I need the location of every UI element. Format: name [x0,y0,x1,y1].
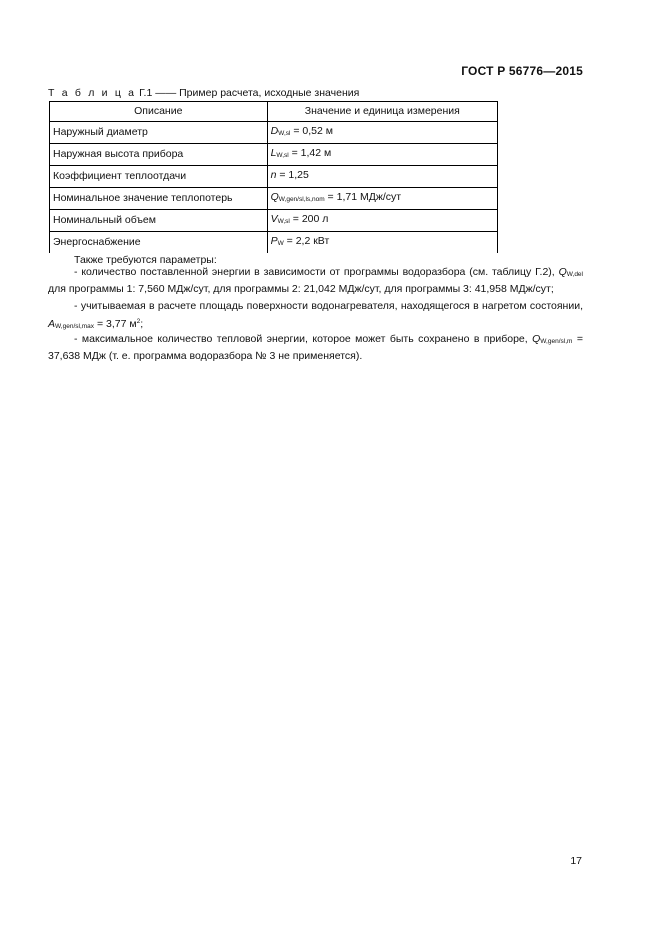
row-description: Наружный диаметр [50,122,268,144]
value-symbol: L [270,147,277,159]
table-caption-title: Г.1 —— Пример расчета, исходные значения [136,87,360,99]
row-description: Наружная высота прибора [50,144,268,166]
paragraph-text: = 37,638 МДж (т. е. программа водоразбора № 3 не применяется). [48,333,583,362]
value-subscript: W,sl [278,130,291,137]
row-value [267,232,497,254]
initial-values-table [49,101,498,253]
column-header-value: Значение и единица измерения [267,102,497,122]
paragraph-text: для программы 1: 7,560 МДж/сут, для программы 2: 21,042 МДж/сут, для программы 3: 41,958 МДж/сут; [48,283,554,295]
paragraph-text: - количество поставленной энергии в зависимости от программы водоразбора (см. таблицу Г.2), [74,266,559,278]
value-subscript: W [277,240,284,247]
paragraph-surface-area [48,299,583,334]
table-row [50,122,498,144]
value-amount: = 2,2 кВт [283,235,330,247]
value-amount: = 1,42 м [288,147,332,159]
table-row [50,232,498,254]
column-header-description: Описание [50,102,268,122]
formula-superscript: 2 [136,318,141,325]
value-subscript: W,sl [276,152,289,159]
value-symbol: D [270,125,279,137]
table-header-row [50,102,498,122]
value-symbol: n [270,169,277,181]
row-description: Номинальный объем [50,210,268,232]
paragraph-text: = 3,77 м [94,318,137,330]
value-symbol: V [270,213,278,225]
row-value [267,144,497,166]
table-row [50,188,498,210]
paragraph-text: ; [140,318,144,330]
value-amount: = 1,71 МДж/сут [324,191,402,203]
paragraph-delivered-energy [48,265,583,297]
paragraph-text: - максимальное количество тепловой энергии, которое может быть сохранено в приборе, [74,333,533,345]
row-value [267,122,497,144]
formula-symbol: A [48,318,56,330]
value-amount: = 200 л [289,213,329,225]
formula-subscript: W,del [566,271,583,278]
document-code: ГОСТ Р 56776—2015 [461,64,583,78]
formula-symbol: Q [558,266,567,278]
table-row [50,144,498,166]
value-subscript: W,gen/sl,ls,nom [278,196,325,203]
value-amount: = 1,25 [276,169,309,181]
value-symbol: Q [270,191,279,203]
row-value [267,166,497,188]
row-value [267,210,497,232]
value-amount: = 0,52 м [290,125,333,137]
formula-subscript: W,gen/sl,m [540,338,573,345]
paragraph-max-heat [48,332,583,364]
table-caption [48,87,359,99]
parameters-intro: Также требуются параметры: [74,254,217,266]
formula-symbol: Q [532,333,541,345]
row-description: Энергоснабжение [50,232,268,254]
page-number: 17 [570,855,582,867]
value-symbol: P [270,235,278,247]
formula-subscript: W,gen/sl,max [55,323,95,330]
row-description: Номинальное значение теплопотерь [50,188,268,210]
table-row [50,210,498,232]
row-value [267,188,497,210]
row-description: Коэффициент теплоотдачи [50,166,268,188]
table-caption-label: Т а б л и ц а [48,87,137,99]
paragraph-text: - учитываемая в расчете площадь поверхности водонагревателя, находящегося в нагретом состоянии, [74,300,583,312]
table-row [50,166,498,188]
value-subscript: W,sl [277,218,290,225]
